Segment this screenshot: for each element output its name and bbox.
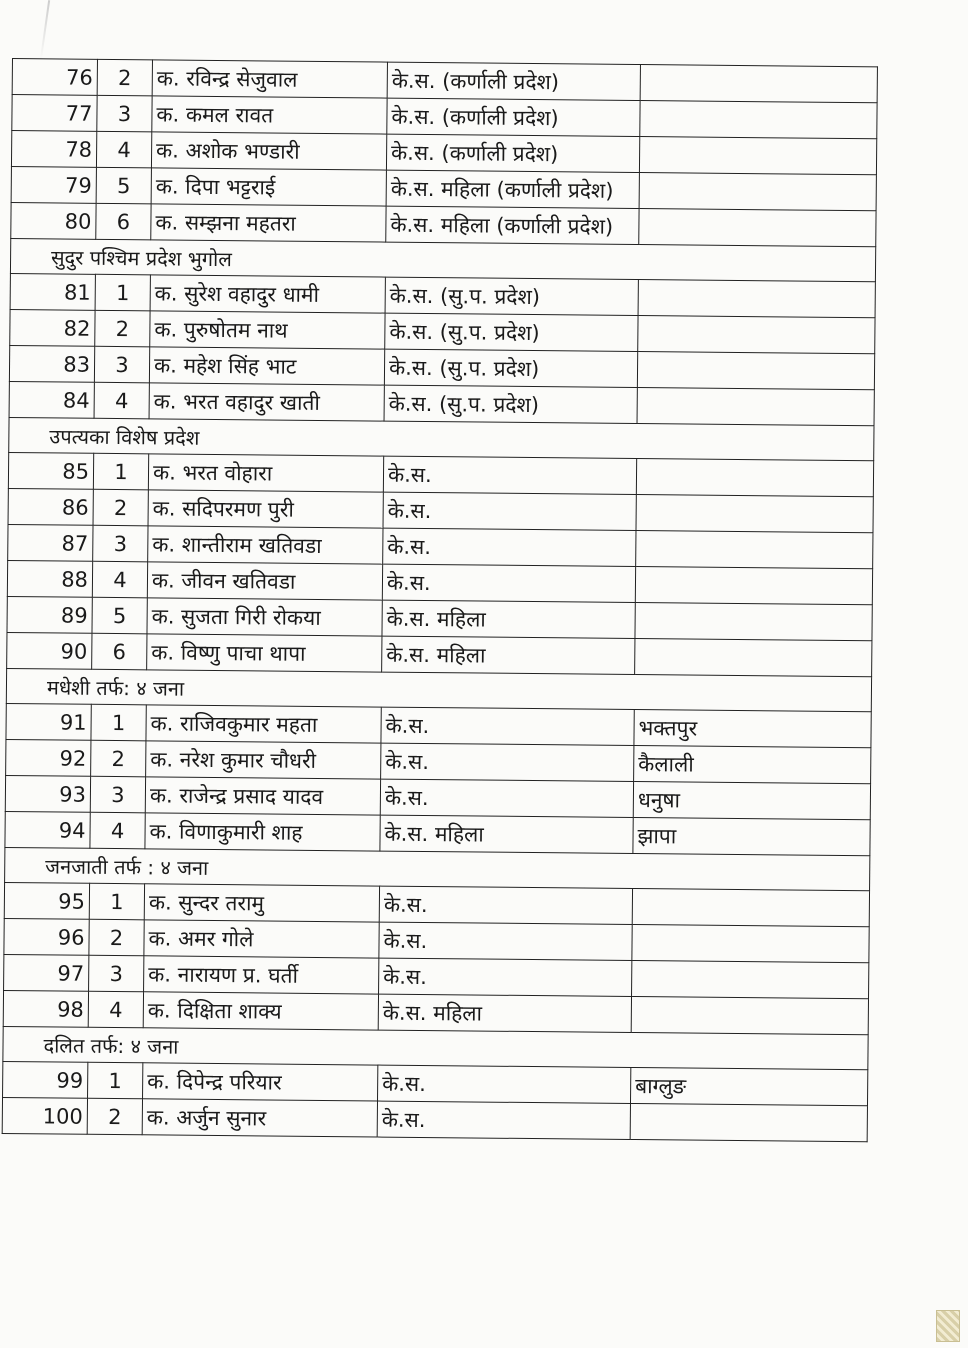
member-name-cell: क. कमल रावत xyxy=(152,96,387,134)
district-cell xyxy=(636,495,873,533)
member-name-cell: क. नरेश कुमार चौधरी xyxy=(146,741,381,779)
serial-number-cell: 79 xyxy=(11,166,96,203)
group-index-cell: 3 xyxy=(94,346,149,383)
member-name-cell: क. विणाकुमारी शाह xyxy=(145,813,380,851)
category-cell: के.स. (सु.प. प्रदेश) xyxy=(385,313,638,351)
serial-number-cell: 77 xyxy=(12,95,97,132)
category-cell: के.स. महिला xyxy=(382,600,635,638)
category-cell: के.स. xyxy=(383,492,636,530)
section-heading: मधेशी तर्फ: ४ जना xyxy=(6,668,871,711)
category-cell: के.स. (कर्णाली प्रदेश) xyxy=(387,62,640,100)
district-cell xyxy=(640,65,877,103)
category-cell: के.स. xyxy=(382,564,635,602)
section-heading: जनजाती तर्फ : ४ जना xyxy=(5,847,870,890)
member-name-cell: क. सुरेश वहादुर धामी xyxy=(150,275,385,313)
group-index-cell: 2 xyxy=(89,919,144,956)
district-cell xyxy=(638,280,875,318)
district-cell xyxy=(632,960,869,998)
member-name-cell: क. दिपा भट्टराई xyxy=(151,168,386,206)
district-cell: बाग्लुङ xyxy=(630,1067,867,1105)
group-index-cell: 2 xyxy=(91,740,146,777)
category-cell: के.स. महिला (कर्णाली प्रदेश) xyxy=(386,206,639,244)
district-cell: धनुषा xyxy=(633,782,870,820)
serial-number-cell: 94 xyxy=(5,811,90,848)
district-cell xyxy=(636,531,873,569)
serial-number-cell: 90 xyxy=(7,632,92,669)
member-name-cell: क. रविन्द्र सेजुवाल xyxy=(152,60,387,98)
group-index-cell: 2 xyxy=(87,1098,142,1135)
group-index-cell: 3 xyxy=(90,776,145,813)
group-index-cell: 6 xyxy=(92,633,147,670)
member-name-cell: क. दिपेन्द्र परियार xyxy=(143,1063,378,1101)
serial-number-cell: 78 xyxy=(11,131,96,168)
category-cell: के.स. xyxy=(381,707,634,745)
member-name-cell: क. सदिपरमण पुरी xyxy=(148,490,383,528)
member-name-cell: क. शान्तीराम खतिवडा xyxy=(148,526,383,564)
staple-mark xyxy=(936,1310,960,1342)
serial-number-cell: 93 xyxy=(5,775,90,812)
serial-number-cell: 84 xyxy=(9,381,94,418)
category-cell: के.स. xyxy=(377,1101,630,1139)
category-cell: के.स. (सु.प. प्रदेश) xyxy=(384,385,637,423)
district-cell xyxy=(631,996,868,1034)
serial-number-cell: 92 xyxy=(6,739,91,776)
serial-number-cell: 83 xyxy=(9,345,94,382)
district-cell xyxy=(638,316,875,354)
district-cell xyxy=(632,924,869,962)
district-cell xyxy=(637,388,874,426)
group-index-cell: 2 xyxy=(95,310,150,347)
serial-number-cell: 91 xyxy=(6,703,91,740)
member-name-cell: क. राजिवकुमार महता xyxy=(146,705,381,743)
district-cell xyxy=(635,603,872,641)
category-cell: के.स. (सु.प. प्रदेश) xyxy=(384,349,637,387)
district-cell: झापा xyxy=(633,817,870,855)
member-name-cell: क. भरत वोहारा xyxy=(148,454,383,492)
group-index-cell: 4 xyxy=(96,131,151,168)
category-cell: के.स. (सु.प. प्रदेश) xyxy=(385,277,638,315)
category-cell: के.स. xyxy=(383,456,636,494)
category-cell: के.स. xyxy=(379,886,632,924)
group-index-cell: 2 xyxy=(93,489,148,526)
district-cell xyxy=(640,101,877,139)
group-index-cell: 5 xyxy=(92,597,147,634)
district-cell: भक्तपुर xyxy=(634,710,871,748)
category-cell: के.स. xyxy=(380,779,633,817)
group-index-cell: 4 xyxy=(88,991,143,1028)
member-name-cell: क. सुजता गिरी रोकया xyxy=(147,598,382,636)
serial-number-cell: 88 xyxy=(7,560,92,597)
serial-number-cell: 89 xyxy=(7,596,92,633)
district-cell xyxy=(639,173,876,211)
group-index-cell: 4 xyxy=(94,382,149,419)
section-heading: सुदुर पश्चिम प्रदेश भुगोल xyxy=(10,238,875,281)
section-heading: उपत्यका विशेष प्रदेश xyxy=(9,417,874,460)
group-index-cell: 3 xyxy=(97,95,152,132)
group-index-cell: 4 xyxy=(92,561,147,598)
member-name-cell: क. अशोक भण्डारी xyxy=(151,132,386,170)
member-roster-table xyxy=(2,58,878,1142)
category-cell: के.स. महिला (कर्णाली प्रदेश) xyxy=(386,170,639,208)
member-name-cell: क. विष्णु पाचा थापा xyxy=(147,634,382,672)
member-name-cell: क. नारायण प्र. घर्ती xyxy=(144,956,379,994)
roster-body xyxy=(2,59,877,1142)
member-name-cell: क. अर्जुन सुनार xyxy=(142,1099,377,1137)
category-cell: के.स. महिला xyxy=(382,636,635,674)
member-name-cell: क. पुरुषोतम नाथ xyxy=(150,311,385,349)
district-cell xyxy=(635,567,872,605)
group-index-cell: 1 xyxy=(91,704,146,741)
member-name-cell: क. भरत वहादुर खाती xyxy=(149,383,384,421)
serial-number-cell: 98 xyxy=(3,990,88,1027)
serial-number-cell: 87 xyxy=(8,524,93,561)
district-cell xyxy=(639,137,876,175)
district-cell xyxy=(632,888,869,926)
group-index-cell: 5 xyxy=(96,167,151,204)
member-name-cell: क. राजेन्द्र प्रसाद यादव xyxy=(145,777,380,815)
group-index-cell: 2 xyxy=(97,59,152,96)
group-index-cell: 1 xyxy=(88,1062,143,1099)
district-cell xyxy=(636,459,873,497)
category-cell: के.स. (कर्णाली प्रदेश) xyxy=(387,98,640,136)
group-index-cell: 1 xyxy=(93,453,148,490)
category-cell: के.स. महिला xyxy=(378,994,631,1032)
member-name-cell: क. सम्झना महतरा xyxy=(151,204,386,242)
serial-number-cell: 86 xyxy=(8,488,93,525)
group-index-cell: 4 xyxy=(90,812,145,849)
document-sheet xyxy=(2,58,878,1142)
category-cell: के.स. xyxy=(381,743,634,781)
category-cell: के.स. xyxy=(379,922,632,960)
serial-number-cell: 85 xyxy=(8,452,93,489)
serial-number-cell: 80 xyxy=(11,202,96,239)
category-cell: के.स. महिला xyxy=(380,815,633,853)
serial-number-cell: 100 xyxy=(2,1097,87,1134)
section-heading: दलित तर्फ: ४ जना xyxy=(3,1026,868,1069)
group-index-cell: 1 xyxy=(95,274,150,311)
district-cell xyxy=(630,1103,867,1141)
table-row xyxy=(2,1097,867,1141)
category-cell: के.स. xyxy=(378,1065,631,1103)
category-cell: के.स. xyxy=(379,958,632,996)
member-name-cell: क. दिक्षिता शाक्य xyxy=(143,992,378,1030)
member-name-cell: क. जीवन खतिवडा xyxy=(147,562,382,600)
district-cell xyxy=(637,352,874,390)
member-name-cell: क. अमर गोले xyxy=(144,920,379,958)
group-index-cell: 3 xyxy=(93,525,148,562)
group-index-cell: 3 xyxy=(89,955,144,992)
serial-number-cell: 95 xyxy=(4,882,89,919)
group-index-cell: 6 xyxy=(96,203,151,240)
district-cell xyxy=(639,209,876,247)
member-name-cell: क. सुन्दर तरामु xyxy=(144,884,379,922)
margin-pen-line xyxy=(40,0,50,60)
serial-number-cell: 82 xyxy=(10,309,95,346)
district-cell xyxy=(635,639,872,677)
member-name-cell: क. महेश सिंह भाट xyxy=(149,347,384,385)
category-cell: के.स. (कर्णाली प्रदेश) xyxy=(386,134,639,172)
serial-number-cell: 96 xyxy=(4,918,89,955)
district-cell: कैलाली xyxy=(634,746,871,784)
category-cell: के.स. xyxy=(383,528,636,566)
group-index-cell: 1 xyxy=(89,883,144,920)
serial-number-cell: 97 xyxy=(4,954,89,991)
serial-number-cell: 81 xyxy=(10,273,95,310)
serial-number-cell: 76 xyxy=(12,59,97,96)
serial-number-cell: 99 xyxy=(3,1061,88,1098)
